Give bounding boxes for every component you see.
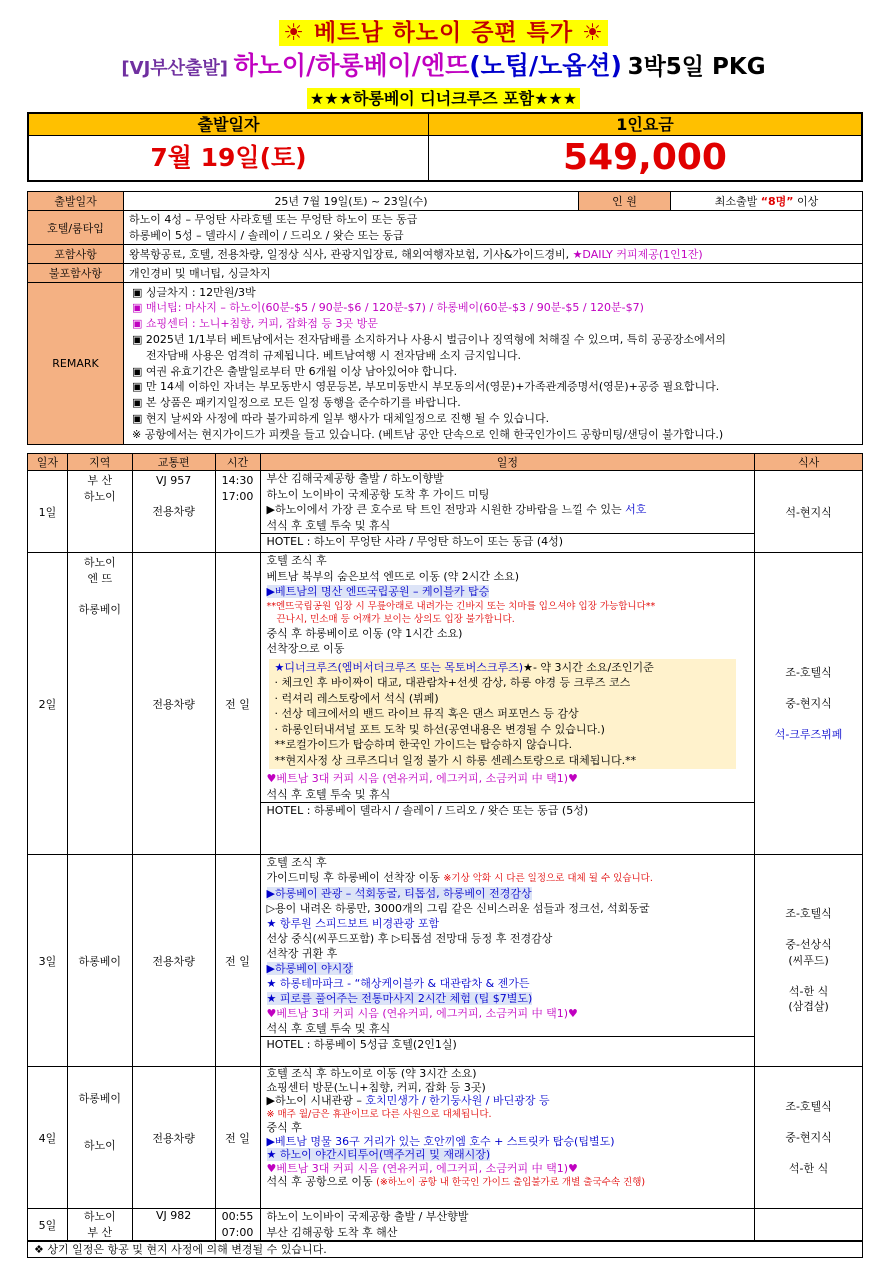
day5-meal xyxy=(755,1209,863,1241)
title-sub: ★★★하롱베이 디너크루즈 포함★★★ xyxy=(0,86,887,109)
info-table xyxy=(27,191,863,445)
info-incl-value: 왕복항공료, 호텔, 전용차량, 일정상 식사, 관광지입장료, 해외여행자보험, 기사&가이드경비, ★DAILY 커피제공(1인1잔) xyxy=(124,245,863,264)
col-meal: 식사 xyxy=(755,454,863,471)
day5-time: 00:55 07:00 xyxy=(215,1209,260,1241)
col-schedule: 일정 xyxy=(260,454,755,471)
price-value: 549,000 xyxy=(563,137,727,178)
day4-schedule: 호텔 조식 후 하노이로 이동 (약 3시간 소요) 쇼핑센터 방문(노니+침향, 커피, 잡화 등 3곳) ▶하노이 시내관광 – 호치민생가 / 한기둥사원 / 바딘광장 등 ※ 매주 월/금은 휴관이므로 다른 사원으로 대체됩니다. 중식 후 ▶베트남 명물 36구 거리가 있는 호안끼엠 호수 + 스트릿카 탑승(팁별도) ★ 하노이 야간시티투어(맥주거리 및 재래시장) ♥베트남 3대 커피 시음 (연유커피, 에그커피, 소금커피 中 택1)♥ 석식 후 공항으로 이동 (※하노이 공항 내 한국인 가이드 출입불가로 개별 출국수속 진행) xyxy=(260,1067,755,1209)
day5-transport: VJ 982 xyxy=(132,1209,215,1241)
day3-schedule: 호텔 조식 후 가이드미팅 후 하롱베이 선착장 이동 ※기상 악화 시 다른 일정으로 대체 될 수 있습니다. ▶하롱베이 관광 – 석회동굴, 티톱섬, 하롱베이 전경감상 ▷용이 내려온 하롱만, 3000개의 그림 같은 신비스러운 섬들과 정크선, 석회동굴 ★ 항루원 스피드보트 비경관광 포함 선상 중식(씨푸드포함) 후 ▷티톱섬 전망대 등정 후 전경감상 선착장 귀환 후 ▶하롱베이 야시장 ★ 하롱테마파크 - “해상케이블카 & 대관람차 & 젠가든 ★ 피로를 풀어주는 전통마사지 2시간 체험 (팁 $7별도) ♥베트남 3대 커피 시음 (연유커피, 에그커피, 소금커피 中 택1)♥ 석식 후 호텔 투숙 및 휴식 HOTEL : 하롱베이 5성급 호텔(2인1실) xyxy=(260,855,755,1067)
day3-row xyxy=(28,855,863,1067)
day4-transport: 전용차량 xyxy=(132,1067,215,1209)
day1-label: 1일 xyxy=(28,471,68,553)
day4-region: 하롱베이 하노이 xyxy=(67,1067,132,1209)
day1-region: 부 산 하노이 xyxy=(67,471,132,553)
day1-meal: 석-현지식 xyxy=(755,471,863,553)
day4-time: 전 일 xyxy=(215,1067,260,1209)
date-value: 7월 19일(토) xyxy=(29,136,429,180)
itinerary-table xyxy=(27,453,863,1241)
col-transport: 교통편 xyxy=(132,454,215,471)
day3-meal: 조-호텔식 중-선상식 (씨푸드) 석-한 식 (삼겹살) xyxy=(755,855,863,1067)
day3-time: 전 일 xyxy=(215,855,260,1067)
info-remark-label: REMARK xyxy=(28,283,124,445)
col-time: 시간 xyxy=(215,454,260,471)
day1-row xyxy=(28,471,863,553)
day5-region: 하노이 부 산 xyxy=(67,1209,132,1241)
info-excl-value: 개인경비 및 매너팁, 싱글차지 xyxy=(124,264,863,283)
info-remark-list: ▣ 싱글차지 : 12만원/3박 ▣ 매너팁: 마사지 – 하노이(60분-$5 / 90분-$6 / 120분-$7) / 하롱베이(60분-$3 / 90분-$5 / 120분-$7) ▣ 쇼핑센터 : 노니+침향, 커피, 잡화점 등 3곳 방문 ▣ 2025년 1/1부터 베트남에서는 전자담배를 소지하거나 사용시 벌금이나 징역형에 처해질 수 있으며, 특히 공공장소에서의 전자담배 사용은 엄격히 규제됩니다. 베트남여행 시 전자담배 소지 금지입니다. ▣ 여권 유효기간은 출발일로부터 만 6개월 이상 남아있어야 합니다. ▣ 만 14세 이하인 자녀는 부모동반시 영문등본, 부모미동반시 부모동의서(영문)+가족관계증명서(영문)+공증 필요합니다. ▣ 본 상품은 패키지일정으로 모든 일정 동행을 준수하기를 바랍니다. ▣ 현지 날씨와 사정에 따라 불가피하게 일부 행사가 대체일정으로 진행 될 수 있습니다. ※ 공항에서는 현지가이드가 피켓을 들고 있습니다. (베트남 공안 단속으로 인해 한국인가이드 공항미팅/샌딩이 불가합니다.) xyxy=(124,283,863,445)
info-excl-label: 불포함사항 xyxy=(28,264,124,283)
day4-meal: 조-호텔식 중-현지식 석-한 식 xyxy=(755,1067,863,1209)
day4-row xyxy=(28,1067,863,1209)
cruise-box: ★디너크루즈(엠버서더크루즈 또는 목토버스크루즈)★- 약 3시간 소요/조인기준 · 체크인 후 바이짜이 대교, 대관람차+선셋 감상, 하롱 야경 등 크루즈 코스 · 럭셔리 레스토랑에서 석식 (뷔페) · 선상 데크에서의 밴드 라이브 뮤직 혹은 댄스 퍼포먼스 등 감상 · 하롱인터내셔널 포트 도착 및 하선(공연내용은 변경될 수 있습니다.) **로컬가이드가 탑승하며 한국인 가이드는 탑승하지 않습니다. **현지사정 상 크루즈디너 일정 불가 시 하롱 센레스토랑으로 대체됩니다.** xyxy=(269,659,737,770)
day2-label: 2일 xyxy=(28,553,68,855)
day2-schedule: 호텔 조식 후 베트남 북부의 숨은보석 엔뜨로 이동 (약 2시간 소요) ▶베트남의 명산 엔뜨국립공원 – 케이블카 탑승 **엔뜨국립공원 입장 시 무릎아래로 내려가는 긴바지 또는 치마를 입으셔야 입장 가능합니다** 끈나시, 민소매 등 어깨가 보이는 상의도 입장 불가합니다. 중식 후 하롱베이로 이동 (약 1시간 소요) 선착장으로 이동 ★디너크루즈(엠버서더크루즈 또는 목토버스크루즈)★- 약 3시간 소요/조인기준 · 체크인 후 바이짜이 대교, 대관람차+선셋 감상, 하롱 야경 등 크루즈 코스 · 럭셔리 레스토랑에서 석식 (뷔페) · 선상 데크에서의 밴드 라이브 뮤직 혹은 댄스 퍼포먼스 등 감상 · 하롱인터내셔널 포트 도착 및 하선(공연내용은 변경될 수 있습니다.) **로컬가이드가 탑승하며 한국인 가이드는 탑승하지 않습니다. **현지사정 상 크루즈디너 일정 불가 시 하롱 센레스토랑으로 대체됩니다.** ♥베트남 3대 커피 시음 (연유커피, 에그커피, 소금커피 中 택1)♥ 석식 후 호텔 투숙 및 휴식 HOTEL : 하롱베이 델라시 / 솔레이 / 드리오 / 왓슨 또는 동급 (5성) xyxy=(260,553,755,855)
price-box xyxy=(27,112,863,182)
info-date-value: 25년 7월 19일(토) ~ 23일(수) xyxy=(124,192,579,211)
date-header: 출발일자 xyxy=(29,114,429,136)
col-day: 일자 xyxy=(28,454,68,471)
day4-label: 4일 xyxy=(28,1067,68,1209)
day3-region: 하롱베이 xyxy=(67,855,132,1067)
day1-transport: VJ 957 전용차량 xyxy=(132,471,215,553)
day2-row xyxy=(28,553,863,855)
day5-label: 5일 xyxy=(28,1209,68,1241)
info-people-label: 인 원 xyxy=(579,192,671,211)
info-date-label: 출발일자 xyxy=(28,192,124,211)
day2-time: 전 일 xyxy=(215,553,260,855)
day2-meal: 조-호텔식 중-현지식 석-크루즈뷔페 xyxy=(755,553,863,855)
footnote: ❖ 상기 일정은 항공 및 현지 사정에 의해 변경될 수 있습니다. xyxy=(27,1241,863,1258)
info-hotel-value: 하노이 4성 – 무엉탄 사라호텔 또는 무엉탄 하노이 또는 동급 하롱베이 5성 – 델라시 / 솔레이 / 드리오 / 왓슨 또는 동급 xyxy=(124,211,863,245)
day1-time: 14:30 17:00 xyxy=(215,471,260,553)
info-people-value: 최소출발 “8명” 이상 xyxy=(671,192,863,211)
info-incl-label: 포함사항 xyxy=(28,245,124,264)
day1-schedule: 부산 김해국제공항 출발 / 하노이향발 하노이 노이바이 국제공항 도착 후 가이드 미팅 ▶하노이에서 가장 큰 호수로 탁 트인 전망과 시원한 강바람을 느낄 수 있는 서호 석식 후 호텔 투숙 및 휴식 HOTEL : 하노이 무엉탄 사라 / 무엉탄 하노이 또는 동급 (4성) xyxy=(260,471,755,553)
col-region: 지역 xyxy=(67,454,132,471)
info-hotel-label: 호텔/룸타입 xyxy=(28,211,124,245)
day2-transport: 전용차량 xyxy=(132,553,215,855)
day3-transport: 전용차량 xyxy=(132,855,215,1067)
price-header: 1인요금 xyxy=(429,114,861,136)
day5-schedule: 하노이 노이바이 국제공항 출발 / 부산향발 부산 김해공항 도착 후 해산 xyxy=(260,1209,755,1241)
title-line1: ☀ 베트남 하노이 증편 특가 ☀ xyxy=(0,14,887,47)
day5-row xyxy=(28,1209,863,1241)
day2-region: 하노이 엔 뜨 하롱베이 xyxy=(67,553,132,855)
title-route: [VJ부산출발] 하노이/하롱베이/엔뜨(노팁/노옵션) 3박5일 PKG xyxy=(121,51,766,80)
day3-label: 3일 xyxy=(28,855,68,1067)
